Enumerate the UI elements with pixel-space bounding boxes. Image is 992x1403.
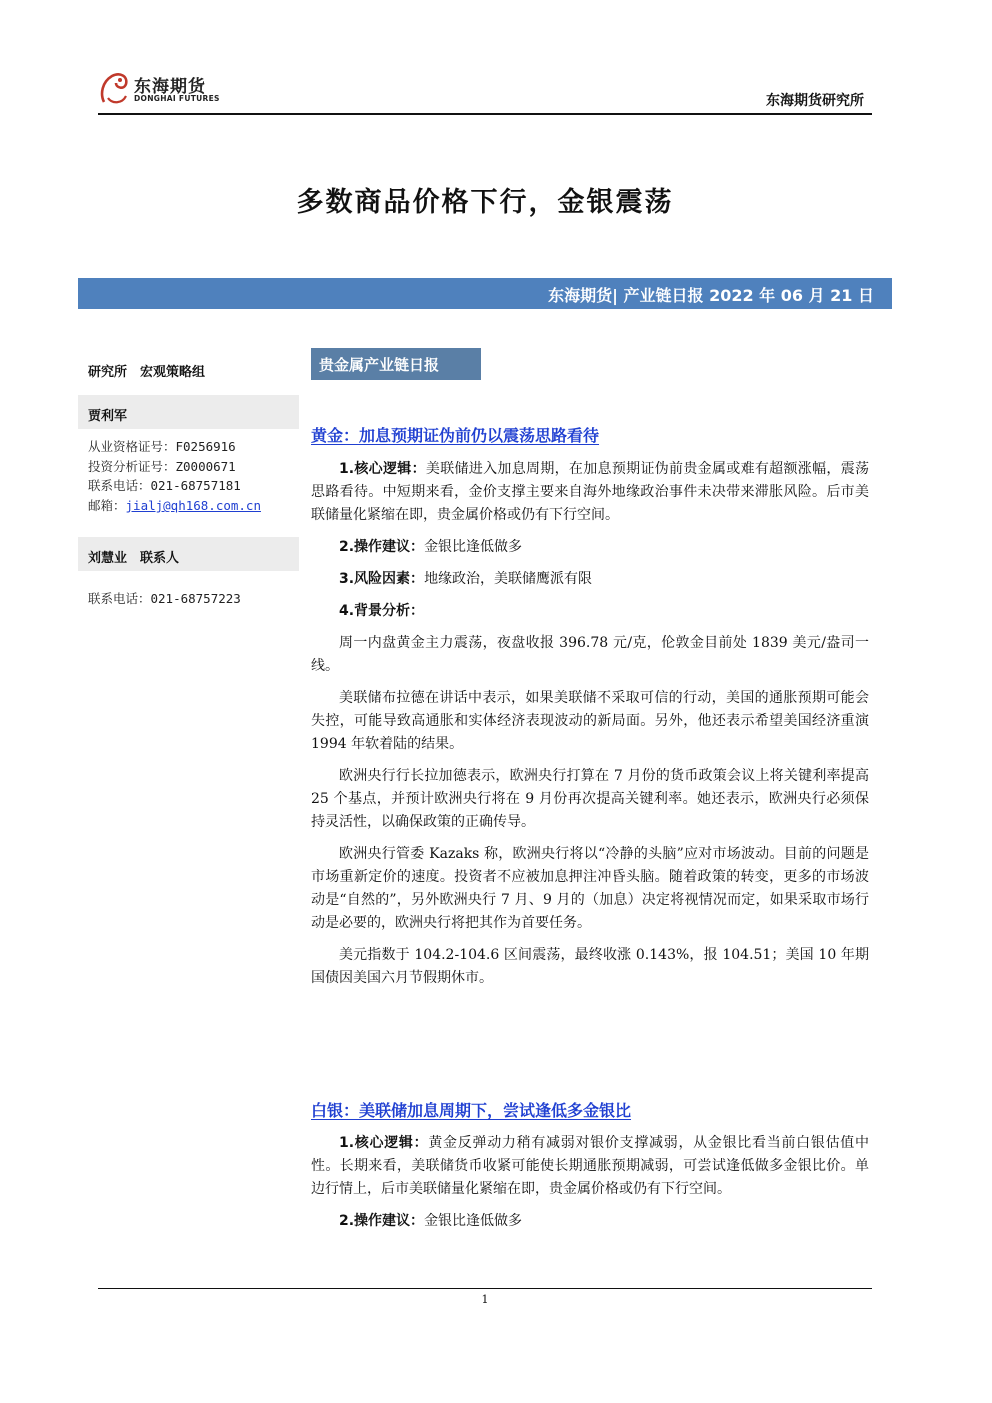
- analyst-phone: 联系电话：021-68757181: [88, 478, 241, 493]
- footer-divider: [98, 1288, 872, 1289]
- gold-risk-label: 3.风险因素：: [339, 571, 425, 587]
- contact-phone: 联系电话：021-68757223: [88, 591, 241, 606]
- institute-name: 东海期货研究所: [766, 93, 864, 109]
- gold-risk-text: 地缘政治，美联储鹰派有限: [424, 571, 593, 587]
- gold-bg-paragraph: 欧洲央行管委 Kazaks 称，欧洲央行将以“冷静的头脑”应对市场波动。目前的问题是市场重新定价的速度。投资者不应被加息押注冲昏头脑。随着政策的转变，更多的市场波动是“自然的”，另外欧洲央行 7 月、9 月的（加息）决定将视情况而定，如果采取市场行动是必要的，欧洲央行将把其作为首要任务。: [311, 846, 869, 931]
- company-logo: [98, 68, 228, 108]
- gold-background-label-row: [311, 600, 869, 623]
- analyst-name-box: [78, 395, 299, 429]
- header-divider: [98, 113, 872, 115]
- silver-core-logic: [311, 1132, 869, 1201]
- gold-logic-label: 1.核心逻辑：: [339, 461, 426, 477]
- email-link[interactable]: jialj@qh168.com.cn: [125, 498, 261, 513]
- logo-chinese-text: 东海期货: [134, 77, 206, 97]
- gold-operation: [311, 536, 869, 559]
- gold-section-body: [311, 458, 869, 990]
- qualification-number: 从业资格证号：F0256916: [88, 439, 236, 454]
- banner-text: 东海期货| 产业链日报 2022 年 06 月 21 日: [548, 286, 874, 305]
- email-label: 邮箱：: [88, 498, 126, 513]
- silver-heading: 白银：美联储加息周期下，尝试逢低多金银比: [311, 1101, 632, 1120]
- gold-logic-text: 美联储进入加息周期，在加息预期证伪前贵金属或难有超额涨幅，震荡思路看待。中短期来看，金价支撑主要来自海外地缘政治事件未决带来滞胀风险。后市美联储量化紧缩在即，贵金属价格或仍有下行空间。: [311, 461, 870, 523]
- gold-bg-paragraph: 美元指数于 104.2-104.6 区间震荡，最终收涨 0.143%，报 104.51；美国 10 年期国债因美国六月节假期休市。: [311, 947, 869, 986]
- report-banner: [78, 278, 892, 309]
- page-number: 1: [481, 1293, 489, 1306]
- analyst-name: 贾利军: [88, 409, 128, 424]
- gold-bg-label: 4.背景分析：: [339, 603, 425, 619]
- analysis-license-number: 投资分析证号：Z0000671: [88, 459, 236, 474]
- silver-operation: [311, 1210, 869, 1233]
- contact-name: 刘慧业 联系人: [88, 551, 180, 566]
- silver-op-label: 2.操作建议：: [339, 1213, 425, 1229]
- gold-op-label: 2.操作建议：: [339, 539, 425, 555]
- silver-logic-label: 1.核心逻辑：: [339, 1135, 429, 1151]
- silver-logic-text: 黄金反弹动力稍有减弱对银价支撑减弱，从金银比看当前白银估值中性。长期来看，美联储货币收紧可能使长期通胀预期减弱，可尝试逢低做多金银比价。单边行情上，后市美联储量化紧缩在即，贵金属价格或仍有下行空间。: [311, 1135, 870, 1197]
- analyst-email-line: [88, 496, 261, 514]
- report-title: 多数商品价格下行，金银震荡: [296, 187, 674, 218]
- section-tag-label: 贵金属产业链日报: [319, 356, 440, 374]
- gold-risk: [311, 568, 869, 591]
- gold-heading: 黄金：加息预期证伪前仍以震荡思路看待: [311, 426, 600, 445]
- logo-english-text: DONGHAI FUTURES: [134, 94, 220, 103]
- gold-bg-paragraph: 周一内盘黄金主力震荡，夜盘收报 396.78 元/克，伦敦金目前处 1839 美元/盎司一线。: [311, 635, 869, 674]
- section-tag: [311, 348, 481, 380]
- silver-section-body: [311, 1132, 869, 1233]
- contact-name-box: [78, 537, 299, 571]
- sidebar-department: 研究所 宏观策略组: [88, 365, 206, 380]
- gold-bg-paragraph: 欧洲央行行长拉加德表示，欧洲央行打算在 7 月份的货币政策会议上将关键利率提高 25 个基点，并预计欧洲央行将在 9 月份再次提高关键利率。她还表示，欧洲央行必须保持灵活性，以确保政策的正确传导。: [311, 768, 869, 830]
- gold-bg-paragraph: 美联储布拉德在讲话中表示，如果美联储不采取可信的行动，美国的通胀预期可能会失控，可能导致高通胀和实体经济表现波动的新局面。另外，他还表示希望美国经济重演 1994 年软着陆的结果。: [311, 690, 869, 752]
- silver-op-text: 金银比逢低做多: [424, 1213, 523, 1229]
- gold-core-logic: [311, 458, 869, 527]
- gold-op-text: 金银比逢低做多: [424, 539, 523, 555]
- dragon-logo-icon: [98, 68, 132, 108]
